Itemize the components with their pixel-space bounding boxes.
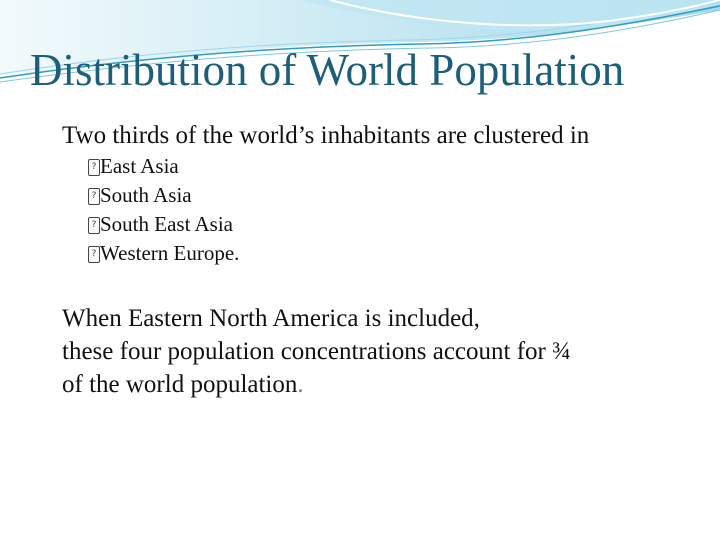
bullet-western-europe: [90, 239, 239, 268]
bullet-south-east-asia: [90, 210, 239, 239]
missing-glyph-icon: ?: [88, 188, 100, 205]
paragraph-period: .: [297, 371, 304, 398]
intro-text: Two thirds of the world’s inhabitants are clustered in: [62, 122, 590, 149]
paragraph-line-3-text: of the world population: [62, 371, 298, 398]
bullet-south-asia: [90, 181, 239, 210]
missing-glyph-icon: ?: [88, 246, 100, 263]
bullet-label: Western Europe.: [100, 241, 240, 265]
paragraph-line-2: these four population concentrations account for ¾: [62, 338, 571, 365]
missing-glyph-icon: ?: [88, 217, 100, 234]
region-bullet-list: [90, 152, 239, 268]
slide-title: Distribution of World Population: [30, 45, 625, 95]
bullet-east-asia: [90, 152, 239, 181]
bullet-label: South Asia: [100, 183, 192, 207]
paragraph-line-3: [62, 368, 571, 401]
summary-paragraph: [62, 302, 571, 401]
missing-glyph-icon: ?: [88, 159, 100, 176]
paragraph-line-1: When Eastern North America is included,: [62, 305, 480, 332]
bullet-label: South East Asia: [100, 212, 234, 236]
bullet-label: East Asia: [100, 154, 179, 178]
